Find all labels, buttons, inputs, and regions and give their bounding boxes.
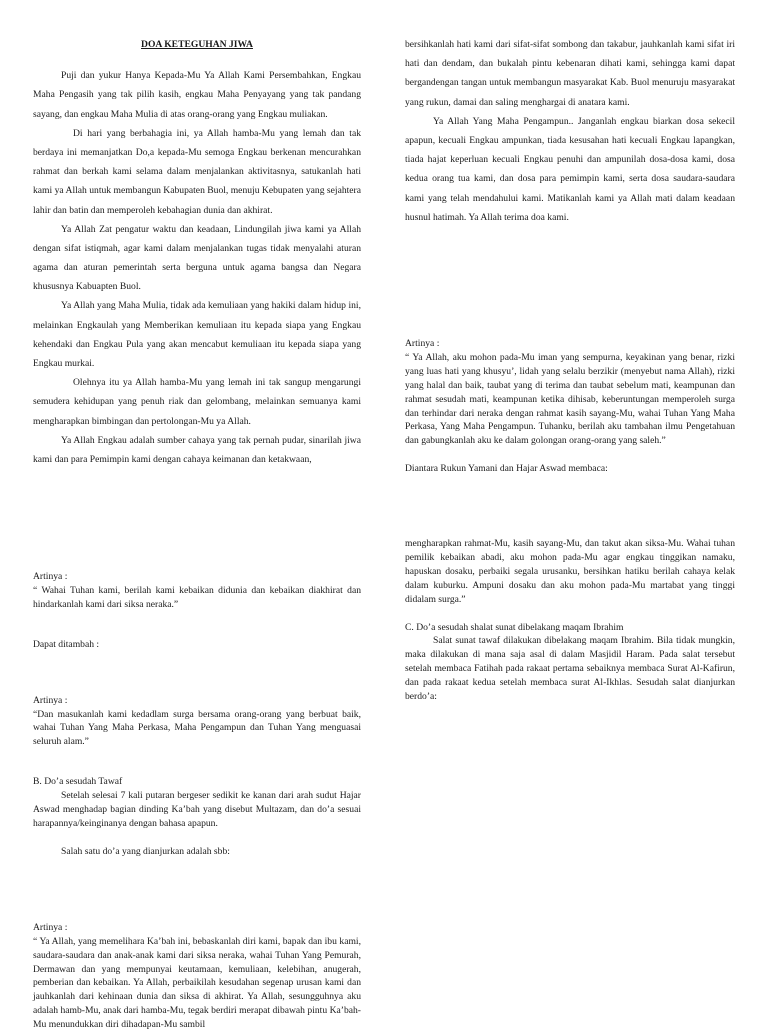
paragraph-mulia: Ya Allah yang Maha Mulia, tidak ada kemuliaan yang hakiki dalam hidup ini, melainkan Engkaulah yang Memberikan kemuliaan itu kepada siapa yang Engkau kehendaki dan Engkau Pula yang akan mencabut kemuliaan itu kepada siapa yang Engkau murkai. (33, 300, 361, 369)
continuation-text: mengharapkan rahmat-Mu, kasih sayang-Mu, dan takut akan siksa-Mu. Wahai tuhan pemilik kebaikan abadi, aku mohon pada-Mu agar engkau tinggikan namaku, hapuskan dosaku, perbaiki segala urusanku, bersihkan hatiku berilah cahaya kelak dalam kuburku. Ampuni dosaku dan aku mohon pada-Mu martabat yang tinggi didalam surga.” (405, 538, 735, 605)
artinya-text: “Dan masukanlah kami kedadlam surga bersama orang-orang yang berbuat baik, wahai Tuhan Yang Maha Perkasa, Maha Pengampun dan Tuhan Yang menguasai seluruh alam.” (33, 708, 361, 748)
page-title: DOA KETEGUHAN JIWA (141, 39, 253, 50)
salah-satu-text: Salah satu do’a yang dianjurkan adalah sbb: (61, 845, 230, 857)
paragraph-puji: Puji dan yukur Hanya Kepada-Mu Ya Allah Kami Persembahkan, Engkau Maha Pengasih yang tak pilih kasih, engkau Maha Penyayang yang tak pandang sayang, dan engkau Maha Mulia di atas orang-orang yang Engkau muliakan. (33, 70, 361, 120)
artinya-label: Artinya : (405, 338, 440, 349)
artinya-label: Artinya : (33, 921, 68, 933)
section-b-heading: B. Do’a sesudah Tawaf (33, 776, 123, 788)
right-column-top (405, 35, 735, 227)
left-column-bottom (33, 570, 361, 1032)
dapat-ditambah-text: Dapat ditambah : (33, 638, 100, 650)
paragraph-olehnya: Olehnya itu ya Allah hamba-Mu yang lemah ini tak sangup mengarungi semudera kehidupan yang penuh riak dan gelombang, melainkan semuanya kami mengharapkan bimbingan dan pertolongan-Mu ya Allah. (33, 377, 361, 427)
artinya-label: Artinya : (33, 694, 68, 706)
left-column-top (33, 35, 361, 469)
artinya-text: “ Ya Allah, aku mohon pada-Mu iman yang sempurna, keyakinan yang benar, rizki yang luas hati yang khusyu’, lidah yang selalu berzikir (menyebut nama Allah), rizki yang halal dan baik, taubat yang di terima dan taubat sebelum mati, keampunan dan rahmat sesudah mati, keampunan ketika dihisab, keberuntungan memperoleh surga dan terhindar dari neraka dengan rahmat kasih sayang-Mu, wahai Tuhan Yang Maha Perkasa, Yang Maha Pengampun. Tuhanku, berilah aku tambahan ilmu Pengetahuan dan gabungkanlah aku ke dalam golongan orang-orang yang saleh.” (405, 351, 735, 447)
paragraph-zat: Ya Allah Zat pengatur waktu dan keadaan, Lindungilah jiwa kami ya Allah dengan sifat istiqmah, agar kami dalam menjalankan tugas tidak menyalahi aturan agama dan aturan pemerintah serta berguna untuk agama bangsa dan Negara khususnya Kabuapten Buol. (33, 223, 361, 293)
artinya-text: “ Ya Allah, yang memelihara Ka’bah ini, bebaskanlah diri kami, bapak dan ibu kami, saudara-saudara dan anak-anak kami dari siksa neraka, wahai Tuhan Yang Pemurah, Dermawan dan yang mempunyai keutamaan, kemuliaan, kelebihan, anugerah, pemberian dan kebaikan. Ya Allah, perbaikilah kesudahan segenap urusan kami dan jauhkanlah dari kehinaan dunia dan siksa di akhirat. Ya Allah, sesungguhnya aku adalah hamb-Mu, anak dari hamba-Mu, tegak berdiri merapat dibawah pintu Ka’bah-Mu menundukkan diri dihadapan-Mu sambil (33, 935, 361, 1031)
section-c-heading: C. Do’a sesudah shalat sunat dibelakang maqam Ibrahim (405, 621, 624, 633)
right-column-bottom (405, 537, 735, 704)
paragraph-bersihkan: bersihkanlah hati kami dari sifat-sifat sombong dan takabur, jauhkanlah kami sifat iri hati dan dendam, dan bukalah pintu kebenaran dihati kami, sehingga kami dapat bergandengan tangan untuk membangun masyarakat Kab. Buol menuruju masyarakat yang rukun, damai dan saling menghargai di anatara kami. (405, 39, 735, 108)
paragraph-cahaya: Ya Allah Engkau adalah sumber cahaya yang tak pernah pudar, sinarilah jiwa kami dan para Pemimpin kami dengan cahaya keimanan dan ketakwaan, (33, 434, 361, 465)
rukun-yamani-text: Diantara Rukun Yamani dan Hajar Aswad membaca: (405, 463, 608, 475)
section-c-text: Salat sunat tawaf dilakukan dibelakang maqam Ibrahim. Bila tidak mungkin, maka dilakukan di mana saja asal di dalam Masjidil Haram. Pada salat tersebut setelah membaca Fatihah pada rakaat pertama sebaiknya membaca Surat Al-Kafirun, dan pada rakaat kedua setelah membaca surat Al-Ikhlas. Sesudah salat dianjurkan berdo’a: (405, 635, 735, 703)
artinya-text: “ Wahai Tuhan kami, berilah kami kebaikan didunia dan kebaikan diakhirat dan hindarkanlah kami dari siksa neraka.” (33, 584, 361, 610)
artinya-label: Artinya : (33, 571, 68, 582)
section-b-text: Setelah selesai 7 kali putaran bergeser sedikit ke kanan dari arah sudut Hajar Aswad menghadap bagian dinding Ka’bah yang disebut Multazam, dan do’a sesuai harapannya/keinginanya dengan bahasa apapun. (33, 790, 361, 829)
paragraph-pengampun: Ya Allah Yang Maha Pengampun.. Janganlah engkau biarkan dosa sekecil apapun, kecuali Engkau ampunkan, tiada kesusahan hati kecuali Engkau lapangkan, tiada hajat keperluan kecuali Engkau penuhi dan ampunilah dosa-dosa kami, dosa kedua orang tua kami, dan dosa para pemimpin kami, serta dosa saudara-saudara kami yang telah mendahului kami. Matikanlah kami ya Allah mati dalam keadaan husnul hatimah. Ya Allah terima doa kami. (405, 115, 735, 223)
right-column-middle (405, 337, 735, 476)
paragraph-hari: Di hari yang berbahagia ini, ya Allah hamba-Mu yang lemah dan tak berdaya ini memanjatkan Do,a kepada-Mu semoga Engkau berkenan mencurahkan rahmat dan berkah kami selama dalam menjalankan aktivitasnya, satukanlah hati kami ya Allah untuk membangun Kabupaten Buol, menuju Kebupaten yang sejahtera lahir dan batin dan memperoleh kebahagian dunia dan akhirat. (33, 127, 361, 216)
